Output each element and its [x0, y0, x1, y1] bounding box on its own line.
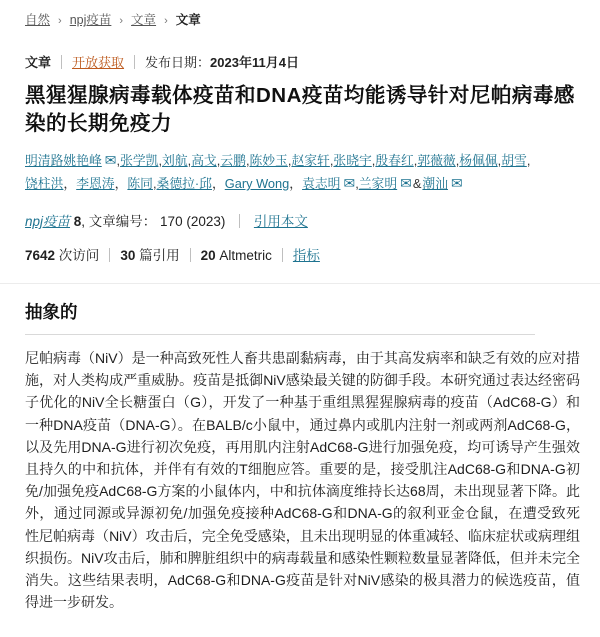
breadcrumb [25, 12, 580, 29]
author-separator: , [116, 153, 121, 168]
author-separator: , [152, 176, 157, 191]
article-meta-row [25, 52, 580, 71]
breadcrumb-separator-icon: › [58, 15, 62, 27]
author-separator: , [497, 153, 502, 168]
journal-volume: 8 [73, 214, 82, 229]
author-separator: & [412, 176, 422, 191]
published-date-group [145, 52, 299, 71]
email-icon[interactable]: ✉ [451, 175, 463, 191]
author-separator: , [245, 153, 250, 168]
author-link[interactable]: 张学凯 [120, 153, 159, 168]
published-label: 发布日期： [145, 55, 211, 70]
metrics-link[interactable]: 指标 [292, 248, 320, 263]
metric-value: 20 [200, 248, 216, 263]
section-top-divider [0, 283, 600, 284]
article-title: 黑猩猩腺病毒载体疫苗和DNA疫苗均能诱导针对尼帕病毒感染的长期免疫力 [25, 84, 575, 135]
author-link[interactable]: 明清路姚艳峰 [25, 153, 102, 168]
breadcrumb-item[interactable]: 文章 [131, 13, 157, 27]
author-link[interactable]: 赵家轩 [291, 153, 330, 168]
author-separator: ， [289, 176, 303, 191]
author-link[interactable]: 张晓宇 [333, 153, 372, 168]
abstract-text: 尼帕病毒（NiV）是一种高致死性人畜共患副黏病毒，由于其高发病率和缺乏有效的应对措施，对人类构成严重威胁。疫苗是抵御NiV感染最关键的防御手段。本研究通过表达经密码子优化的NiV全长糖蛋白（G），开发了一种基于重组黑猩猩腺病毒的疫苗（AdC68-G）和一种DNA疫苗（DNA-G）。在BALB/c小鼠中，通过鼻内或肌内注射一剂或两剂AdC68-G，以及先用DNA-G进行初次免疫，再用肌内注射AdC68-G进行加强免疫，均可诱导产生强效且持久的中和抗体，并伴有有效的T细胞应答。重要的是，接受肌注AdC68-G和DNA-G初免/加强免疫AdC68-G方案的小鼠体内，中和抗体滴度维持长达68周，未出现显著下降。此外，通过同源或异源初免/加强免疫接种AdC68-G和DNA-G的叙利亚金仓鼠，在遭受致死性尼帕病毒（NiV）攻击后，完全免受感染，且未出现明显的体重减轻、临床症状或病理组织损伤。NiV攻击后，肺和脾脏组织中的病毒载量和感染性颗粒数量显著降低，但并未完全消失。这些结果表明，AdC68-G和DNA-G疫苗是针对NiV感染的极具潜力的候选疫苗，值得进一步研发。 [25, 350, 580, 611]
author-separator: , [287, 153, 292, 168]
author-separator: , [158, 153, 163, 168]
abstract-heading: 抽象的 [25, 302, 78, 322]
abstract-section [25, 299, 580, 613]
abstract-heading-divider [25, 334, 535, 335]
author-link[interactable]: 胡雪 [501, 153, 527, 168]
metric-item: 30 篇引用 [120, 248, 180, 263]
breadcrumb-item[interactable]: npj疫苗 [69, 13, 112, 27]
author-link[interactable]: 饶柱洪 [25, 176, 64, 191]
author-link[interactable]: 刘航 [162, 153, 188, 168]
article-type-label: 文章 [25, 55, 52, 70]
email-icon[interactable]: ✉ [400, 175, 412, 191]
author-link[interactable]: 桑德拉·邱 [156, 176, 212, 191]
author-list [25, 149, 580, 195]
email-icon[interactable]: ✉ [104, 152, 117, 168]
metric-separator [282, 248, 283, 262]
author-link[interactable]: 高戈 [191, 153, 217, 168]
author-separator: , [216, 153, 221, 168]
author-separator: , [329, 153, 334, 168]
breadcrumb-separator-icon: › [164, 15, 168, 27]
breadcrumb-item[interactable]: 自然 [25, 13, 51, 27]
cite-article-link[interactable]: 引用本文 [253, 214, 308, 229]
author-link[interactable]: 陈同 [127, 176, 153, 191]
author-link[interactable]: 陈妙玉 [249, 153, 288, 168]
published-date: 2023年11月4日 [210, 55, 299, 70]
journal-link[interactable]: npj疫苗 [25, 214, 71, 229]
article-number-info: , 文章编号： 170 (2023) [81, 214, 226, 229]
author-link[interactable]: 郭薇薇 [417, 153, 456, 168]
breadcrumb-item: 文章 [175, 13, 201, 27]
meta-separator [134, 55, 135, 69]
author-link[interactable]: 云鹏 [220, 153, 246, 168]
metric-separator [190, 248, 191, 262]
metrics-bar [25, 244, 580, 264]
author-separator: , [371, 153, 376, 168]
author-separator: , [455, 153, 460, 168]
author-link[interactable]: 兰家明 [358, 176, 398, 191]
author-link[interactable]: 李恩涛 [76, 176, 115, 191]
author-separator: , [187, 153, 192, 168]
email-icon[interactable]: ✉ [343, 175, 356, 191]
author-link[interactable]: 袁志明 [302, 176, 341, 191]
author-link[interactable]: 殷春红 [375, 153, 414, 168]
author-separator: ， [114, 176, 128, 191]
breadcrumb-separator-icon: › [119, 15, 124, 27]
metric-value: 7642 [25, 248, 56, 263]
metric-item: 20 Altmetric [200, 248, 272, 263]
author-separator: ， [63, 176, 77, 191]
metric-item: 7642 次访问 [25, 248, 100, 263]
open-access-link[interactable]: 开放获取 [72, 55, 125, 70]
author-link[interactable]: Gary Wong [224, 176, 290, 191]
author-link[interactable]: 潮汕 [422, 176, 449, 191]
author-separator: , [355, 176, 359, 191]
citation-separator [239, 214, 240, 228]
author-separator: ， [211, 176, 225, 191]
author-link[interactable]: 杨佩佩 [459, 153, 498, 168]
author-separator: , [526, 153, 531, 168]
citation-line [25, 210, 580, 230]
meta-separator [61, 55, 62, 69]
metric-separator [109, 248, 110, 262]
author-separator: , [413, 153, 418, 168]
metric-value: 30 [120, 248, 136, 263]
